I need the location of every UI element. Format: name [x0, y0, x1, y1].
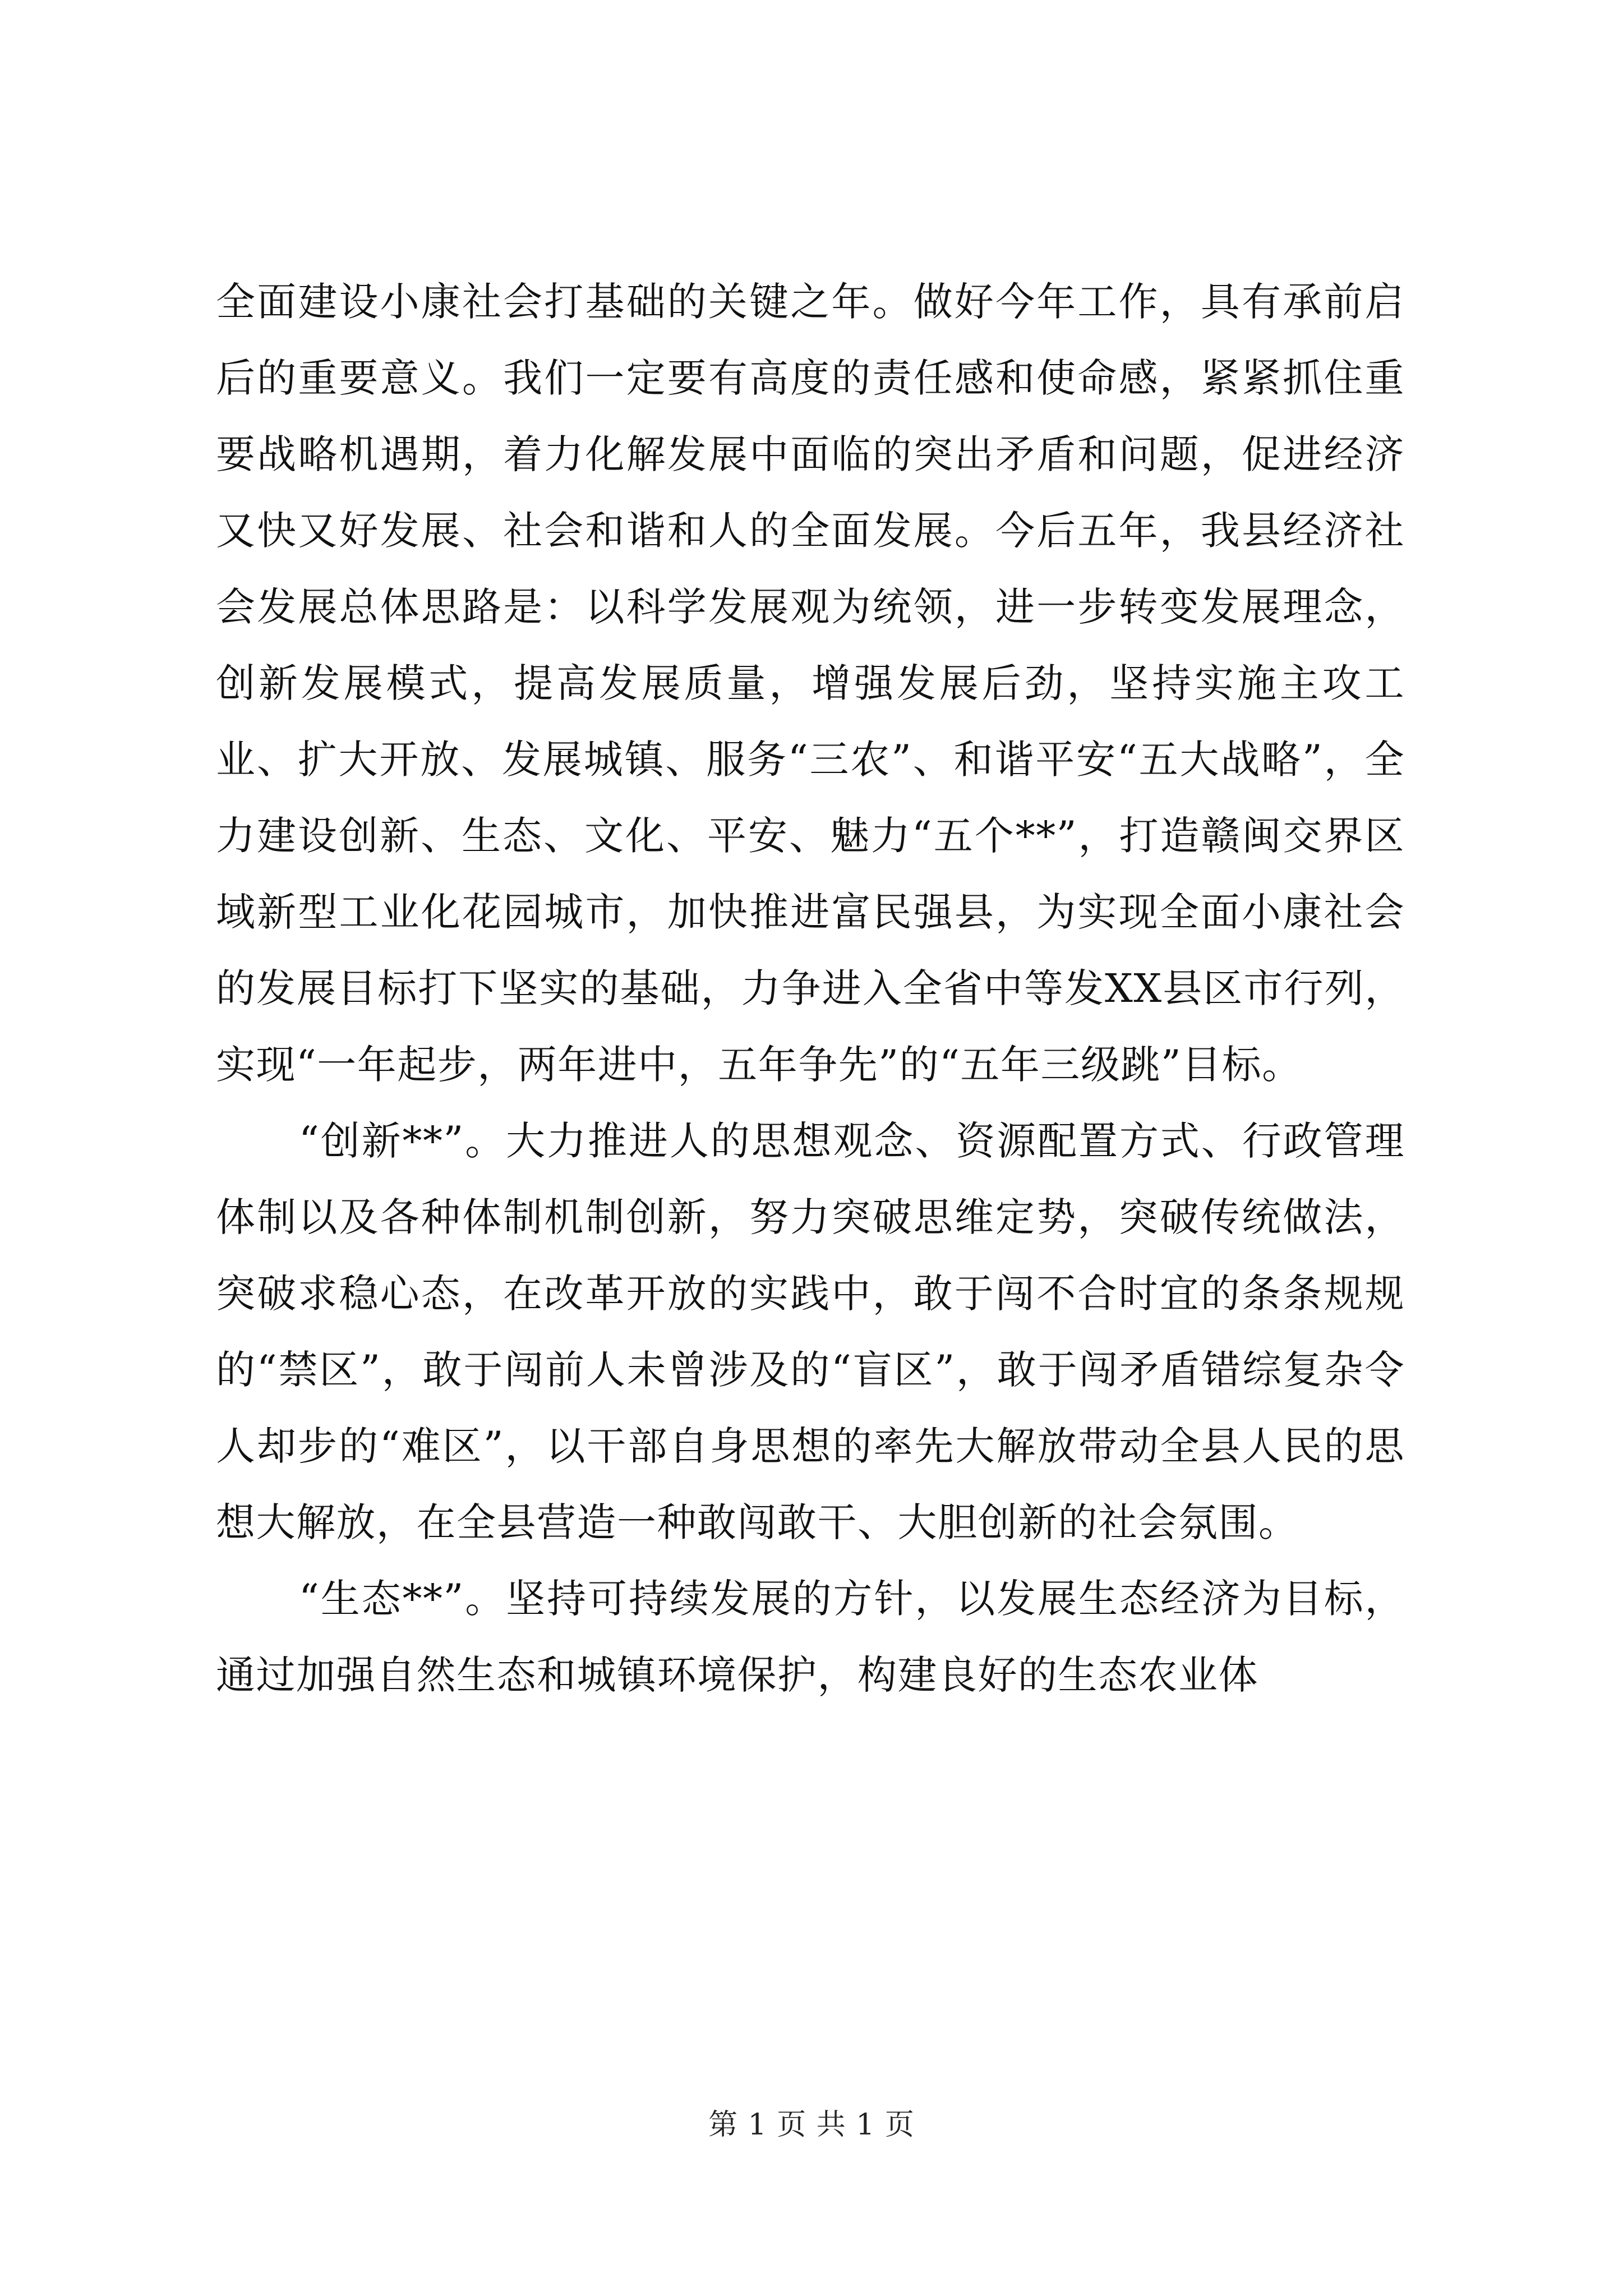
page-footer: 第 1 页 共 1 页: [708, 2108, 915, 2142]
paragraph-ecology: “生态**”。坚持可持续发展的方针，以发展生态经济为目标，通过加强自然生态和城镇环境保护，构建良好的生态农业体: [216, 1576, 1405, 1698]
paragraph-intro: 全面建设小康社会打基础的关键之年。做好今年工作，具有承前启后的重要意义。我们一定要有高度的责任感和使命感，紧紧抓住重要战略机遇期，着力化解发展中面临的突出矛盾和问题，促进经济又快又好发展、社会和谐和人的全面发展。今后五年，我县经济社会发展总体思路是：以科学发展观为统领，进一步转变发展理念，创新发展模式，提高发展质量，增强发展后劲，坚持实施主攻工业、扩大开放、发展城镇、服务“三农”、和谐平安“五大战略”，全力建设创新、生态、文化、平安、魅力“五个**”，打造赣闽交界区域新型工业化花园城市，加快推进富民强县，为实现全面小康社会的发展目标打下坚实的基础，力争进入全省中等发XX县区市行列，实现“一年起步，两年进中，五年争先”的“五年三级跳”目标。: [216, 279, 1405, 1088]
paragraph-innovation: “创新**”。大力推进人的思想观念、资源配置方式、行政管理体制以及各种体制机制创新，努力突破思维定势，突破传统做法，突破求稳心态，在改革开放的实践中，敢于闯不合时宜的条条规规的“禁区”，敢于闯前人未曾涉及的“盲区”，敢于闯矛盾错综复杂令人却步的“难区”，以干部自身思想的率先大解放带动全县人民的思想大解放，在全县营造一种敢闯敢干、大胆创新的社会氛围。: [216, 1118, 1405, 1545]
document-body: [216, 264, 1405, 1713]
